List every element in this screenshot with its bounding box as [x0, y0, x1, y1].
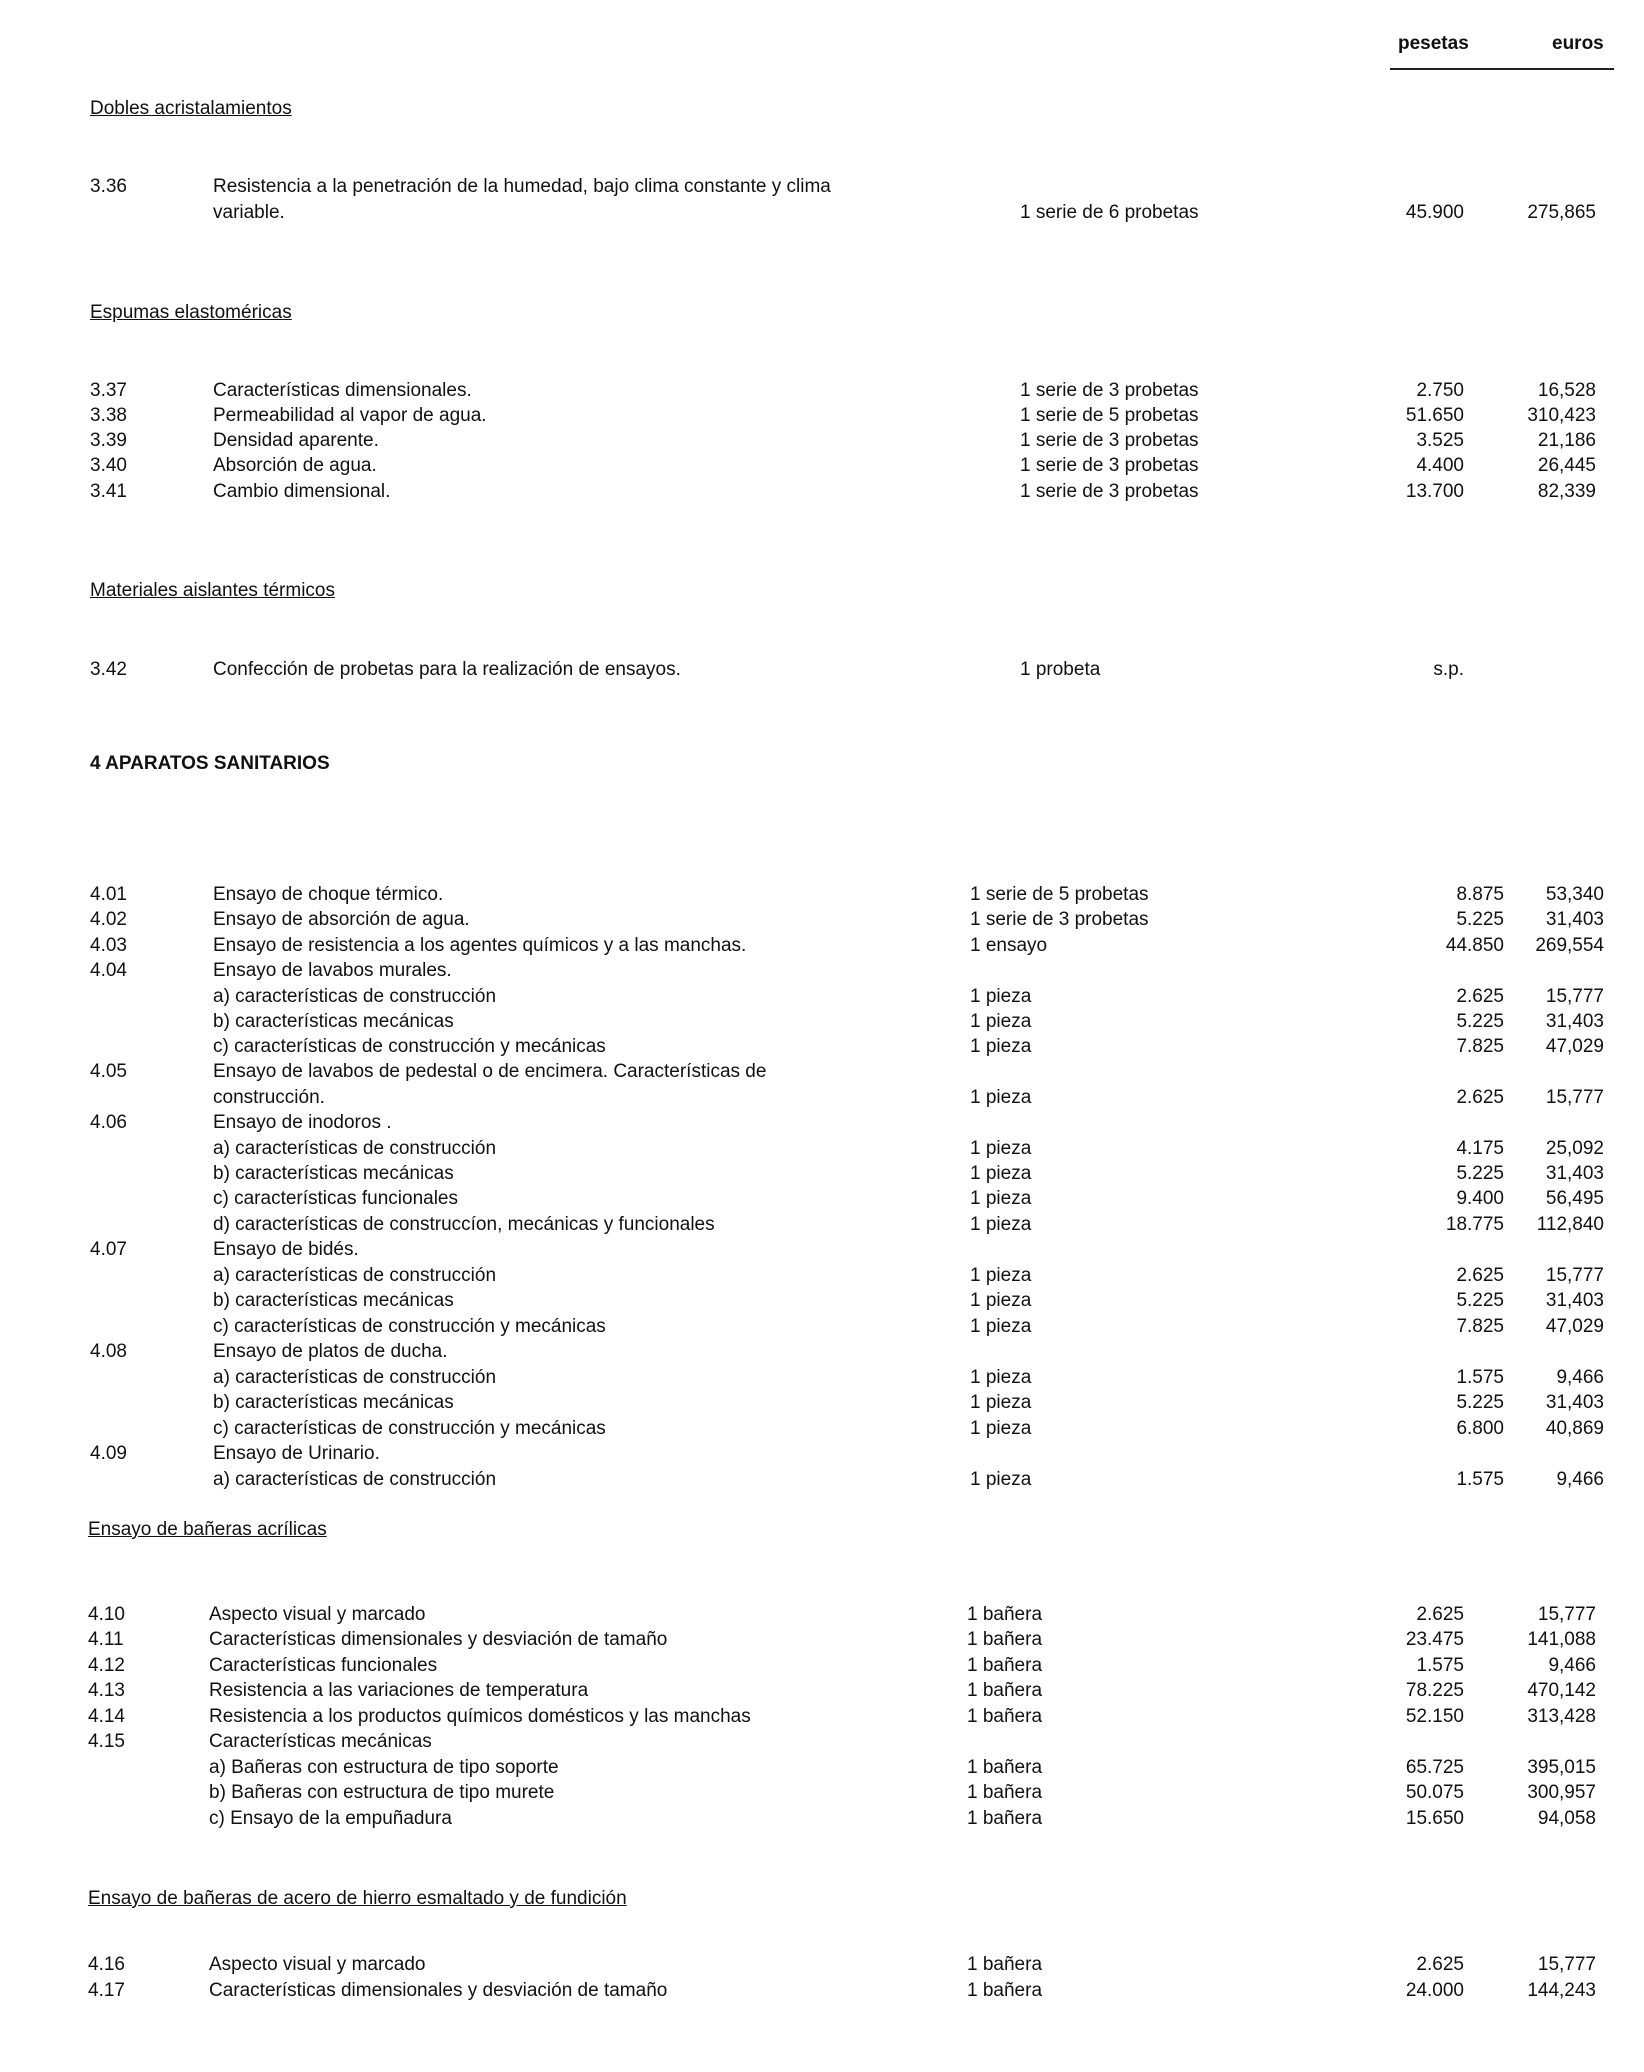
- item-unit: 1 bañera: [967, 1655, 1043, 1676]
- price-pesetas: 1.575: [1456, 1469, 1504, 1490]
- item-unit: 1 pieza: [970, 1011, 1032, 1032]
- chapter-heading-aparatos: 4 APARATOS SANITARIOS: [90, 753, 330, 774]
- table-row: [0, 405, 1644, 429]
- item-description: a) características de construcción: [213, 1138, 497, 1159]
- item-unit: 1 pieza: [970, 1036, 1032, 1057]
- price-pesetas: 7.825: [1456, 1036, 1504, 1057]
- item-unit: 1 serie de 3 probetas: [1020, 455, 1199, 476]
- price-pesetas: 2.750: [1416, 380, 1464, 401]
- price-pesetas: 18.775: [1445, 1214, 1504, 1235]
- table-row: [0, 1087, 1644, 1111]
- price-euros: 31,403: [1545, 1392, 1604, 1413]
- item-unit: 1 pieza: [970, 1163, 1032, 1184]
- item-unit: 1 bañera: [967, 1629, 1043, 1650]
- item-description: Aspecto visual y marcado: [209, 1954, 426, 1975]
- price-pesetas: 1.575: [1456, 1367, 1504, 1388]
- price-euros: 47,029: [1545, 1316, 1604, 1337]
- item-description: Ensayo de absorción de agua.: [213, 909, 470, 930]
- price-pesetas: 78.225: [1405, 1680, 1464, 1701]
- table-row: [0, 1188, 1644, 1212]
- item-description: d) características de construccíon, mecánicas y funcionales: [213, 1214, 715, 1235]
- item-code: 4.11: [88, 1629, 124, 1650]
- item-code: 3.39: [90, 430, 127, 451]
- table-row: [0, 380, 1644, 404]
- item-code: 4.12: [88, 1655, 125, 1676]
- item-unit: 1 bañera: [967, 1980, 1043, 2001]
- price-euros: 53,340: [1545, 884, 1604, 905]
- header-rule: [1390, 68, 1614, 70]
- price-euros: 21,186: [1537, 430, 1596, 451]
- item-code: 4.03: [90, 935, 127, 956]
- price-euros: 9,466: [1548, 1655, 1596, 1676]
- item-code: 4.05: [90, 1061, 127, 1082]
- item-description: a) características de construcción: [213, 1265, 497, 1286]
- price-euros: 47,029: [1545, 1036, 1604, 1057]
- item-description: a) características de construcción: [213, 986, 497, 1007]
- price-pesetas: 7.825: [1456, 1316, 1504, 1337]
- price-euros: 470,142: [1527, 1680, 1596, 1701]
- item-description: Ensayo de resistencia a los agentes químicos y a las manchas.: [213, 935, 747, 956]
- price-euros: 94,058: [1537, 1808, 1596, 1829]
- section-heading-dobles: Dobles acristalamientos: [90, 98, 292, 119]
- table-row: [0, 1443, 1644, 1467]
- item-unit: 1 ensayo: [970, 935, 1048, 956]
- price-pesetas: 4.400: [1416, 455, 1464, 476]
- price-euros: 82,339: [1537, 481, 1596, 502]
- column-header-euros: euros: [1552, 33, 1604, 54]
- item-unit: 1 pieza: [970, 1138, 1032, 1159]
- price-euros: 313,428: [1527, 1706, 1596, 1727]
- item-description: Características dimensionales.: [213, 380, 472, 401]
- item-unit: 1 serie de 3 probetas: [1020, 380, 1199, 401]
- table-row: [0, 1469, 1644, 1493]
- item-description: b) Bañeras con estructura de tipo murete: [209, 1782, 555, 1803]
- table-row: [0, 430, 1644, 454]
- item-unit: 1 serie de 3 probetas: [1020, 430, 1199, 451]
- item-unit: 1 pieza: [970, 1316, 1032, 1337]
- price-pesetas: 2.625: [1456, 1265, 1504, 1286]
- item-description: a) características de construcción: [213, 1469, 497, 1490]
- item-code: 4.02: [90, 909, 127, 930]
- table-row: [0, 1731, 1644, 1755]
- table-row: [0, 1265, 1644, 1289]
- price-euros: 310,423: [1527, 405, 1596, 426]
- price-euros: 31,403: [1545, 909, 1604, 930]
- table-row: [0, 202, 1644, 226]
- item-unit: 1 pieza: [970, 1418, 1032, 1439]
- price-pesetas: 5.225: [1456, 1392, 1504, 1413]
- price-pesetas: 45.900: [1405, 202, 1464, 223]
- item-description: Cambio dimensional.: [213, 481, 391, 502]
- table-row: [0, 455, 1644, 479]
- table-row: [0, 1655, 1644, 1679]
- item-unit: 1 bañera: [967, 1604, 1043, 1625]
- table-row: [0, 659, 1644, 683]
- table-row: [0, 1706, 1644, 1730]
- table-row: [0, 1680, 1644, 1704]
- item-description: a) características de construcción: [213, 1367, 497, 1388]
- item-description: b) características mecánicas: [213, 1392, 454, 1413]
- price-pesetas: 5.225: [1456, 1290, 1504, 1311]
- price-euros: 25,092: [1545, 1138, 1604, 1159]
- price-euros: 144,243: [1527, 1980, 1596, 2001]
- item-description: Absorción de agua.: [213, 455, 377, 476]
- item-description: Características mecánicas: [209, 1731, 432, 1752]
- item-description: c) características de construcción y mecánicas: [213, 1036, 606, 1057]
- table-row: [0, 884, 1644, 908]
- item-code: 3.37: [90, 380, 127, 401]
- price-pesetas: 51.650: [1405, 405, 1464, 426]
- item-code: 4.07: [90, 1239, 127, 1260]
- table-row: [0, 1782, 1644, 1806]
- column-header-pesetas: pesetas: [1398, 33, 1469, 54]
- table-row: [0, 1392, 1644, 1416]
- price-euros: 15,777: [1537, 1954, 1596, 1975]
- price-pesetas: 50.075: [1405, 1782, 1464, 1803]
- item-description: Densidad aparente.: [213, 430, 379, 451]
- section-heading-aislantes: Materiales aislantes térmicos: [90, 580, 335, 601]
- item-description: Ensayo de platos de ducha.: [213, 1341, 448, 1362]
- table-row: [0, 1418, 1644, 1442]
- item-description: b) características mecánicas: [213, 1011, 454, 1032]
- item-unit: 1 serie de 3 probetas: [1020, 481, 1199, 502]
- item-unit: 1 bañera: [967, 1782, 1043, 1803]
- price-pesetas: 15.650: [1405, 1808, 1464, 1829]
- item-description: b) características mecánicas: [213, 1290, 454, 1311]
- price-pesetas: 2.625: [1456, 986, 1504, 1007]
- table-row: [0, 1341, 1644, 1365]
- table-row: [0, 1757, 1644, 1781]
- table-row: [0, 1061, 1644, 1085]
- table-row: [0, 1367, 1644, 1391]
- item-code: 3.42: [90, 659, 127, 680]
- price-pesetas: 6.800: [1456, 1418, 1504, 1439]
- item-code: 3.41: [90, 481, 127, 502]
- price-pesetas: 2.625: [1416, 1954, 1464, 1975]
- price-euros: 15,777: [1545, 1087, 1604, 1108]
- price-euros: 269,554: [1535, 935, 1604, 956]
- item-description: Resistencia a las variaciones de temperatura: [209, 1680, 589, 1701]
- item-unit: 1 bañera: [967, 1757, 1043, 1778]
- item-unit: 1 pieza: [970, 1214, 1032, 1235]
- item-code: 4.14: [88, 1706, 125, 1727]
- item-description: c) características de construcción y mecánicas: [213, 1418, 606, 1439]
- table-row: [0, 986, 1644, 1010]
- item-code: 3.38: [90, 405, 127, 426]
- item-code: 3.40: [90, 455, 127, 476]
- item-description: Características funcionales: [209, 1655, 438, 1676]
- item-description: Ensayo de lavabos murales.: [213, 960, 452, 981]
- item-unit: 1 bañera: [967, 1680, 1043, 1701]
- table-row: [0, 1138, 1644, 1162]
- price-pesetas: 5.225: [1456, 909, 1504, 930]
- price-euros: 112,840: [1536, 1214, 1604, 1235]
- price-pesetas: 1.575: [1416, 1655, 1464, 1676]
- item-unit: 1 pieza: [970, 1367, 1032, 1388]
- price-euros: 15,777: [1537, 1604, 1596, 1625]
- price-pesetas: 4.175: [1456, 1138, 1504, 1159]
- item-unit: 1 pieza: [970, 1087, 1032, 1108]
- table-row: [0, 935, 1644, 959]
- price-euros: 9,466: [1556, 1469, 1604, 1490]
- price-euros: 31,403: [1545, 1290, 1604, 1311]
- table-row: [0, 960, 1644, 984]
- item-code: 4.09: [90, 1443, 127, 1464]
- price-pesetas: 5.225: [1456, 1011, 1504, 1032]
- item-code: 4.04: [90, 960, 127, 981]
- price-pesetas: 52.150: [1405, 1706, 1464, 1727]
- item-description: Aspecto visual y marcado: [209, 1604, 426, 1625]
- item-unit: 1 serie de 5 probetas: [1020, 405, 1199, 426]
- item-unit: 1 pieza: [970, 986, 1032, 1007]
- price-euros: 16,528: [1537, 380, 1596, 401]
- item-description: c) características funcionales: [213, 1188, 458, 1209]
- price-euros: 15,777: [1545, 986, 1604, 1007]
- table-row: [0, 1112, 1644, 1136]
- item-description: Permeabilidad al vapor de agua.: [213, 405, 487, 426]
- price-pesetas: 8.875: [1456, 884, 1504, 905]
- price-euros: 31,403: [1545, 1163, 1604, 1184]
- table-row: [0, 1808, 1644, 1832]
- item-description: Ensayo de lavabos de pedestal o de encimera. Características de: [213, 1061, 767, 1082]
- price-euros: 141,088: [1527, 1629, 1596, 1650]
- item-description: Ensayo de bidés.: [213, 1239, 359, 1260]
- section-heading-espumas: Espumas elastoméricas: [90, 302, 292, 323]
- item-unit: 1 pieza: [970, 1265, 1032, 1286]
- table-row: [0, 1980, 1644, 2004]
- item-code: 4.08: [90, 1341, 127, 1362]
- price-pesetas: 44.850: [1445, 935, 1504, 956]
- item-description: c) Ensayo de la empuñadura: [209, 1808, 452, 1829]
- item-description: variable.: [213, 202, 285, 223]
- price-pesetas: 9.400: [1456, 1188, 1504, 1209]
- item-code: 4.06: [90, 1112, 127, 1133]
- item-unit: 1 bañera: [967, 1808, 1043, 1829]
- item-description: Confección de probetas para la realización de ensayos.: [213, 659, 681, 680]
- price-pesetas: 13.700: [1405, 481, 1464, 502]
- price-euros: 31,403: [1545, 1011, 1604, 1032]
- table-row: [0, 1316, 1644, 1340]
- table-row: [0, 1954, 1644, 1978]
- price-pesetas: 24.000: [1405, 1980, 1464, 2001]
- item-description: Resistencia a la penetración de la humedad, bajo clima constante y clima: [213, 176, 831, 197]
- item-code: 4.10: [88, 1604, 125, 1625]
- price-euros: 40,869: [1545, 1418, 1604, 1439]
- price-euros: 15,777: [1545, 1265, 1604, 1286]
- table-row: [0, 176, 1644, 200]
- price-euros: 395,015: [1527, 1757, 1596, 1778]
- item-code: 3.36: [90, 176, 127, 197]
- table-row: [0, 909, 1644, 933]
- item-description: c) características de construcción y mecánicas: [213, 1316, 606, 1337]
- item-description: Ensayo de Urinario.: [213, 1443, 380, 1464]
- table-row: [0, 1036, 1644, 1060]
- item-description: a) Bañeras con estructura de tipo soporte: [209, 1757, 559, 1778]
- price-pesetas: 3.525: [1416, 430, 1464, 451]
- item-description: b) características mecánicas: [213, 1163, 454, 1184]
- price-euros: 9,466: [1556, 1367, 1604, 1388]
- item-unit: 1 bañera: [967, 1954, 1043, 1975]
- item-unit: 1 pieza: [970, 1188, 1032, 1209]
- price-euros: 275,865: [1527, 202, 1596, 223]
- item-code: 4.13: [88, 1680, 125, 1701]
- item-unit: 1 serie de 5 probetas: [970, 884, 1149, 905]
- item-description: Ensayo de choque térmico.: [213, 884, 444, 905]
- price-pesetas: 65.725: [1405, 1757, 1464, 1778]
- price-pesetas: s.p.: [1433, 659, 1464, 680]
- table-row: [0, 1011, 1644, 1035]
- item-code: 4.01: [90, 884, 127, 905]
- table-row: [0, 1290, 1644, 1314]
- table-row: [0, 1214, 1644, 1238]
- item-description: construcción.: [213, 1087, 325, 1108]
- item-unit: 1 probeta: [1020, 659, 1101, 680]
- price-pesetas: 5.225: [1456, 1163, 1504, 1184]
- price-pesetas: 2.625: [1456, 1087, 1504, 1108]
- item-code: 4.16: [88, 1954, 125, 1975]
- item-description: Características dimensionales y desviación de tamaño: [209, 1629, 668, 1650]
- item-description: Características dimensionales y desviación de tamaño: [209, 1980, 668, 2001]
- price-pesetas: 2.625: [1416, 1604, 1464, 1625]
- price-pesetas: 23.475: [1405, 1629, 1464, 1650]
- section-heading-acrilicas: Ensayo de bañeras acrílicas: [88, 1519, 327, 1540]
- table-row: [0, 1163, 1644, 1187]
- table-row: [0, 1629, 1644, 1653]
- item-code: 4.15: [88, 1731, 125, 1752]
- table-row: [0, 1604, 1644, 1628]
- price-euros: 300,957: [1527, 1782, 1596, 1803]
- item-unit: 1 pieza: [970, 1290, 1032, 1311]
- price-euros: 56,495: [1545, 1188, 1604, 1209]
- item-description: Ensayo de inodoros .: [213, 1112, 392, 1133]
- item-description: Resistencia a los productos químicos domésticos y las manchas: [209, 1706, 751, 1727]
- section-heading-acero: Ensayo de bañeras de acero de hierro esmaltado y de fundición: [88, 1888, 627, 1909]
- item-unit: 1 serie de 3 probetas: [970, 909, 1149, 930]
- item-unit: 1 pieza: [970, 1392, 1032, 1413]
- price-euros: 26,445: [1537, 455, 1596, 476]
- item-unit: 1 serie de 6 probetas: [1020, 202, 1199, 223]
- item-unit: 1 pieza: [970, 1469, 1032, 1490]
- table-row: [0, 1239, 1644, 1263]
- item-code: 4.17: [88, 1980, 125, 2001]
- table-row: [0, 481, 1644, 505]
- item-unit: 1 bañera: [967, 1706, 1043, 1727]
